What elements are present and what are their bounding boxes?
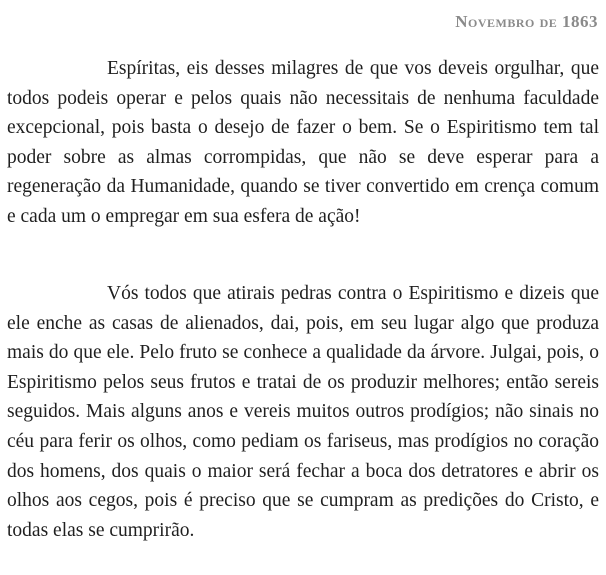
paragraph-2: Vós todos que atirais pedras contra o Espiritismo e dizeis que ele enche as casas de alienados, dai, pois, em seu lugar algo que produza mais do que ele. Pelo fruto se conhece a qualidade da árvore. Julgai, pois, o Espiritismo pelos seus frutos e tratai de os produzir melhores; então sereis seguidos. Mais alguns anos e vereis muitos outros prodígios; não sinais no céu para ferir os olhos, como pediam os fariseus, mas prodígios no coração dos homens, dos quais o maior será fechar a boca dos detratores e abrir os olhos aos cegos, pois é preciso que se cumpram as predições do Cristo, e todas elas se cumprirão. [7,283,599,541]
running-header: Novembro de 1863 [455,12,598,31]
paragraph-1: Espíritas, eis desses milagres de que vos deveis orgulhar, que todos podeis operar e pelos quais não necessitais de nenhuma faculdade excepcional, pois basta o desejo de fazer o bem. Se o Espiritismo tem tal poder sobre as almas corrompidas, que não se deve esperar para a regeneração da Humanidade, quando se tiver convertido em crença comum e cada um o empregar em sua esfera de ação! [7,58,599,227]
